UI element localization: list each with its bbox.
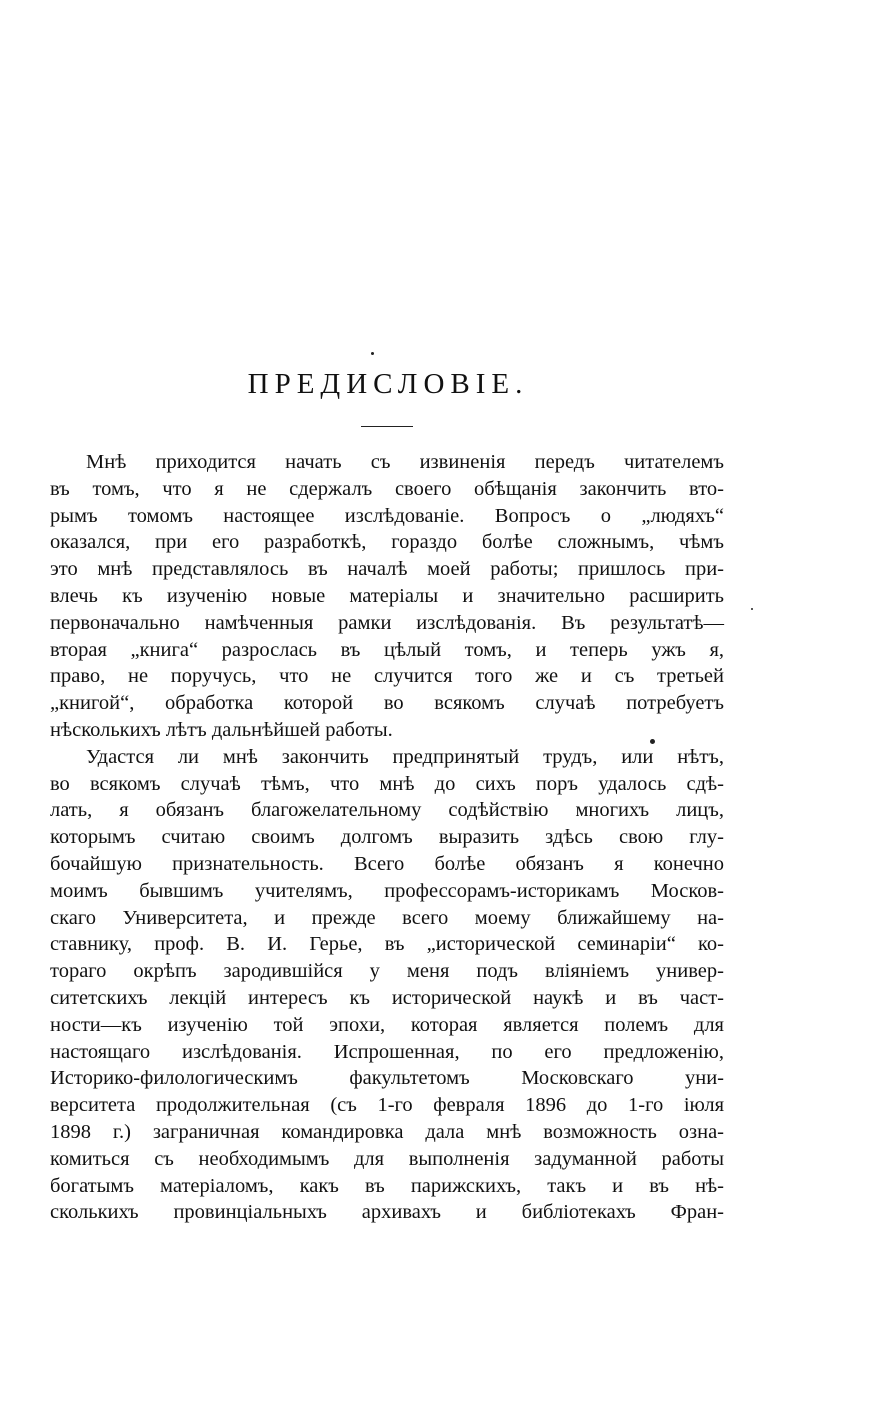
text-line: лать, я обязанъ благожелательному содѣйствію многихъ лицъ, (50, 799, 724, 822)
text-line: право, не поручусь, что не случится того же и съ третьей (50, 665, 724, 688)
text-line: первоначально намѣченныя рамки изслѣдованія. Въ результатѣ— (50, 611, 724, 634)
text-line: нѣсколькихъ лѣтъ дальнѣйшей работы. (50, 718, 393, 741)
print-speck (751, 608, 753, 610)
text-line: сколькихъ провинціальныхъ архивахъ и библіотекахъ Фран- (50, 1201, 724, 1224)
text-line: влечь къ изученію новые матеріалы и значительно расширить (50, 584, 724, 607)
text-line: рымъ томомъ настоящее изслѣдованіе. Вопросъ о „людяхъ“ (50, 504, 724, 527)
text-line: ситетскихъ лекцій интересъ къ исторической наукѣ и въ част- (50, 986, 724, 1009)
paragraph-1 (50, 449, 724, 744)
text-line: ности—къ изученію той эпохи, которая является полемъ для (50, 1013, 724, 1036)
text-line: скаго Университета, и прежде всего моему ближайшему на- (50, 906, 724, 929)
text-line: вторая „книга“ разрослась въ цѣлый томъ, и теперь ужъ я, (50, 638, 724, 661)
text-line: богатымъ матеріаломъ, какъ въ парижскихъ, такъ и въ нѣ- (50, 1174, 724, 1197)
text-line: бочайшую признательность. Всего болѣе обязанъ я конечно (50, 852, 724, 875)
text-line: въ томъ, что я не сдержалъ своего обѣщанія закончить вто- (50, 477, 724, 500)
text-line: настоящаго изслѣдованія. Испрошенная, по его предложенію, (50, 1040, 724, 1063)
text-line: тораго окрѣпъ зародившійся у меня подъ вліяніемъ универ- (50, 960, 724, 983)
text-line: во всякомъ случаѣ тѣмъ, что мнѣ до сихъ поръ удалось сдѣ- (50, 772, 724, 795)
text-line: оказался, при его разработкѣ, гораздо болѣе сложнымъ, чѣмъ (50, 531, 724, 554)
text-line: ставнику, проф. В. И. Герье, въ „исторической семинаріи“ ко- (50, 933, 724, 956)
text-line: Удастся ли мнѣ закончить предпринятый трудъ, или нѣтъ, (86, 745, 724, 768)
print-speck (371, 352, 374, 355)
text-line: которымъ считаю своимъ долгомъ выразить здѣсь свою глу- (50, 826, 724, 849)
text-line: комиться съ необходимымъ для выполненія задуманной работы (50, 1147, 724, 1170)
text-line: „книгой“, обработка которой во всякомъ случаѣ потребуетъ (50, 692, 724, 715)
text-line: это мнѣ представлялось въ началѣ моей работы; пришлось при- (50, 558, 724, 581)
text-line: Историко-филологическимъ факультетомъ Московскаго уни- (50, 1067, 724, 1090)
text-line: верситета продолжительная (съ 1-го февраля 1896 до 1-го іюля (50, 1094, 724, 1117)
page-title: ПРЕДИСЛОВІЕ. (247, 368, 529, 400)
text-line: 1898 г.) заграничная командировка дала мнѣ возможность озна- (50, 1120, 724, 1143)
text-line: моимъ бывшимъ учителямъ, профессорамъ-историкамъ Москов- (50, 879, 724, 902)
paragraph-2 (50, 744, 724, 1226)
title-divider (361, 426, 413, 427)
text-line: Мнѣ приходится начать съ извиненія передъ читателемъ (86, 451, 724, 473)
body-text (50, 449, 724, 1226)
